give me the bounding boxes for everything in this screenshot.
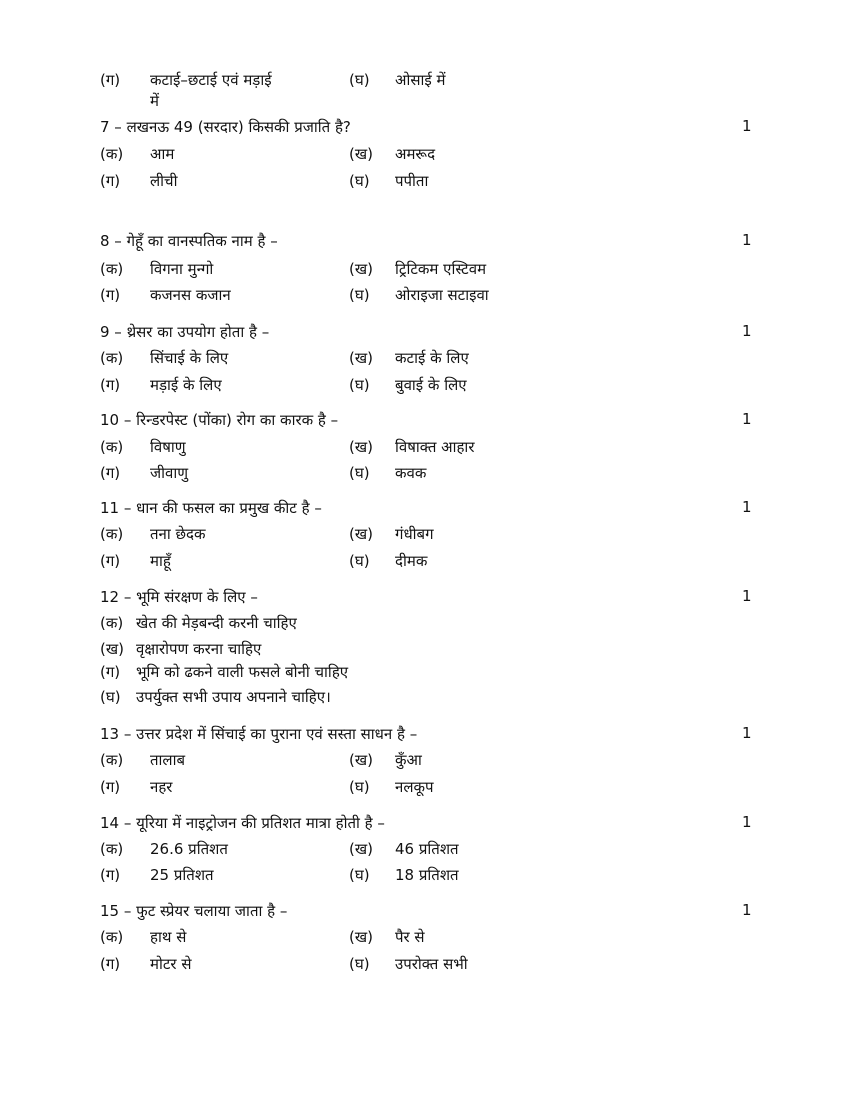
option-row <box>0 865 850 889</box>
question-marks: 1 <box>742 498 752 516</box>
option-row <box>0 348 850 372</box>
question-text: 9 – थ्रेसर का उपयोग होता है – <box>100 323 270 341</box>
option-label: (क) <box>100 145 124 163</box>
question-10 <box>0 410 850 434</box>
option-text: कुँआ <box>395 751 422 769</box>
option-label: (ख) <box>349 525 373 543</box>
option-text: सिंचाई के लिए <box>150 349 229 367</box>
option-text-continued: में <box>150 92 159 110</box>
option-row <box>0 687 850 711</box>
option-text: ट्रिटिकम एस्टिवम <box>395 260 487 278</box>
question-marks: 1 <box>742 117 752 135</box>
option-label: (ख) <box>100 640 124 658</box>
option-text: भूमि को ढकने वाली फसले बोनी चाहिए <box>136 663 349 681</box>
option-label: (ग) <box>100 172 121 190</box>
option-text: बुवाई के लिए <box>395 376 467 394</box>
option-text: खेत की मेड़बन्दी करनी चाहिए <box>136 614 297 632</box>
option-row <box>0 639 850 663</box>
option-label: (ग) <box>100 663 121 681</box>
option-row <box>0 662 850 686</box>
question-text: 10 – रिन्डरपेस्ट (पोंका) रोग का कारक है – <box>100 411 339 429</box>
option-label: (ग) <box>100 286 121 304</box>
option-label: (घ) <box>349 866 370 884</box>
option-label: (ख) <box>349 751 373 769</box>
option-text: वृक्षारोपण करना चाहिए <box>136 640 262 658</box>
option-label: (घ) <box>100 688 121 706</box>
option-text: पपीता <box>395 172 429 190</box>
question-7 <box>0 117 850 141</box>
option-row <box>0 375 850 399</box>
option-row <box>0 613 850 637</box>
question-text: 15 – फुट स्प्रेयर चलाया जाता है – <box>100 902 288 920</box>
option-text: कटाई–छटाई एवं मड़ाई <box>150 71 272 89</box>
option-text: हाथ से <box>150 928 187 946</box>
question-15 <box>0 901 850 925</box>
option-label: (ग) <box>100 71 121 89</box>
option-label: (घ) <box>349 172 370 190</box>
question-11 <box>0 498 850 522</box>
option-text: मड़ाई के लिए <box>150 376 222 394</box>
option-label: (ख) <box>349 145 373 163</box>
question-marks: 1 <box>742 813 752 831</box>
option-label: (ख) <box>349 349 373 367</box>
option-label: (घ) <box>349 955 370 973</box>
option-row <box>0 259 850 283</box>
option-row <box>0 954 850 978</box>
option-label: (घ) <box>349 464 370 482</box>
option-row <box>0 171 850 195</box>
option-text: जीवाणु <box>150 464 189 482</box>
option-label: (ख) <box>349 840 373 858</box>
question-marks: 1 <box>742 322 752 340</box>
option-label: (घ) <box>349 376 370 394</box>
option-row <box>0 524 850 548</box>
option-text: माहूँ <box>150 552 171 570</box>
option-text: तालाब <box>150 751 186 769</box>
option-label: (घ) <box>349 71 370 89</box>
option-text: उपरोक्त सभी <box>395 955 468 973</box>
option-text: गंधीबग <box>395 525 434 543</box>
option-text: पैर से <box>395 928 425 946</box>
option-label: (ग) <box>100 955 121 973</box>
question-9 <box>0 322 850 346</box>
option-row <box>0 839 850 863</box>
option-row <box>0 144 850 168</box>
option-label: (क) <box>100 751 124 769</box>
option-text: तना छेदक <box>150 525 206 543</box>
option-label: (क) <box>100 928 124 946</box>
option-text: 25 प्रतिशत <box>150 866 214 884</box>
question-text: 14 – यूरिया में नाइट्रोजन की प्रतिशत मात्रा होती है – <box>100 814 385 832</box>
option-text: ओराइजा सटाइवा <box>395 286 489 304</box>
option-text: कवक <box>395 464 427 482</box>
option-label: (ख) <box>349 260 373 278</box>
option-label: (घ) <box>349 286 370 304</box>
option-row <box>0 551 850 575</box>
option-text: 26.6 प्रतिशत <box>150 840 228 858</box>
question-marks: 1 <box>742 724 752 742</box>
option-text: नलकूप <box>395 778 434 796</box>
question-marks: 1 <box>742 410 752 428</box>
option-row <box>0 91 850 115</box>
question-text: 11 – धान की फसल का प्रमुख कीट है – <box>100 499 322 517</box>
option-text: 18 प्रतिशत <box>395 866 459 884</box>
option-row <box>0 285 850 309</box>
option-label: (क) <box>100 525 124 543</box>
option-label: (ग) <box>100 552 121 570</box>
option-row <box>0 750 850 774</box>
option-text: कटाई के लिए <box>395 349 469 367</box>
option-text: ओसाई में <box>395 71 446 89</box>
option-text: मोटर से <box>150 955 192 973</box>
question-8 <box>0 231 850 255</box>
option-text: उपर्युक्त सभी उपाय अपनाने चाहिए। <box>136 688 331 706</box>
option-row <box>0 463 850 487</box>
option-label: (ग) <box>100 376 121 394</box>
question-text: 8 – गेहूँ का वानस्पतिक नाम है – <box>100 232 278 250</box>
option-text: अमरूद <box>395 145 436 163</box>
question-text: 7 – लखनऊ 49 (सरदार) किसकी प्रजाति है? <box>100 118 351 136</box>
option-text: नहर <box>150 778 173 796</box>
option-text: दीमक <box>395 552 428 570</box>
option-text: लीची <box>150 172 178 190</box>
option-label: (घ) <box>349 552 370 570</box>
option-label: (ग) <box>100 866 121 884</box>
question-marks: 1 <box>742 901 752 919</box>
option-text: विषाक्त आहार <box>395 438 475 456</box>
option-text: आम <box>150 145 175 163</box>
question-14 <box>0 813 850 837</box>
option-label: (ग) <box>100 464 121 482</box>
question-text: 12 – भूमि संरक्षण के लिए – <box>100 588 258 606</box>
option-label: (क) <box>100 438 124 456</box>
question-marks: 1 <box>742 231 752 249</box>
option-row <box>0 927 850 951</box>
option-label: (ख) <box>349 928 373 946</box>
option-label: (ख) <box>349 438 373 456</box>
option-text: कजनस कजान <box>150 286 231 304</box>
option-label: (क) <box>100 260 124 278</box>
option-label: (क) <box>100 840 124 858</box>
question-12 <box>0 587 850 611</box>
option-label: (ग) <box>100 778 121 796</box>
question-text: 13 – उत्तर प्रदेश में सिंचाई का पुराना एवं सस्ता साधन है – <box>100 725 418 743</box>
option-row <box>0 437 850 461</box>
option-label: (क) <box>100 349 124 367</box>
option-text: विगना मुन्गो <box>150 260 214 278</box>
question-13 <box>0 724 850 748</box>
option-row <box>0 777 850 801</box>
option-text: 46 प्रतिशत <box>395 840 459 858</box>
option-label: (घ) <box>349 778 370 796</box>
option-label: (क) <box>100 614 124 632</box>
question-marks: 1 <box>742 587 752 605</box>
option-text: विषाणु <box>150 438 186 456</box>
